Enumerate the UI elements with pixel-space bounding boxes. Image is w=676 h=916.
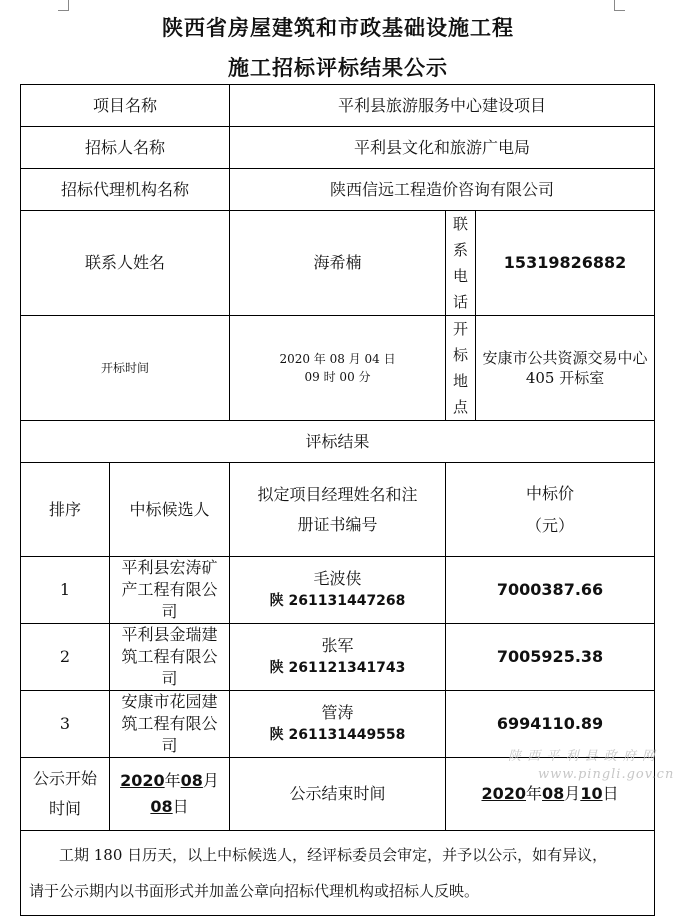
publicity-start-label [21, 758, 110, 831]
start-year: 2020 [120, 771, 165, 790]
rank-cell: 2 [21, 624, 110, 691]
footer-note-line2: 请于公示期内以书面形式并加盖公章向招标代理机构或招标人反映。 [29, 882, 480, 900]
manager-cell [230, 691, 446, 758]
manager-name: 毛波侠 [313, 569, 362, 588]
row-open-time [21, 316, 655, 421]
rank-cell: 1 [21, 557, 110, 624]
header-manager-line2: 册证书编号 [297, 514, 378, 534]
phone-value: 15319826882 [476, 211, 655, 316]
manager-name: 管涛 [321, 703, 354, 722]
open-time-label: 开标时间 [21, 316, 230, 421]
site-watermark [508, 748, 674, 784]
phone-label: 联系电话 [446, 211, 476, 316]
row-agency [21, 169, 655, 211]
tenderer-value: 平利县文化和旅游广电局 [230, 127, 655, 169]
end-day-unit: 日 [602, 784, 619, 803]
row-tenderer [21, 127, 655, 169]
contact-value: 海希楠 [230, 211, 446, 316]
crop-mark-left [58, 0, 69, 11]
open-place-label: 开标地点 [446, 316, 476, 421]
end-year-unit: 年 [526, 784, 543, 803]
document-title-line2: 施工招标评标结果公示 [228, 55, 448, 80]
end-day: 10 [580, 784, 603, 803]
open-time-date: 2020 年 08 月 04 日 [279, 352, 396, 366]
candidate-cell: 安康市花园建筑工程有限公司 [110, 691, 230, 758]
header-candidate: 中标候选人 [110, 463, 230, 557]
open-time-hour: 09 时 00 分 [304, 370, 371, 384]
results-section-title: 评标结果 [21, 421, 655, 463]
footer-note [21, 831, 655, 916]
header-manager [230, 463, 446, 557]
end-year: 2020 [481, 784, 527, 803]
candidate-cell: 平利县金瑞建筑工程有限公司 [110, 624, 230, 691]
start-day: 08 [150, 797, 173, 816]
open-time-value [230, 316, 446, 421]
row-contact [21, 211, 655, 316]
watermark-line1: 陕 西 平 利 县 政 府 网 [508, 749, 656, 764]
agency-label: 招标代理机构名称 [21, 169, 230, 211]
publicity-start-label-line1: 公示开始 [32, 769, 97, 788]
row-results-title [21, 421, 655, 463]
publicity-start-label-line2: 时间 [48, 799, 81, 818]
row-footer-note [21, 831, 655, 916]
price-cell: 7000387.66 [446, 557, 655, 624]
manager-cell [230, 557, 446, 624]
manager-cert: 陕 261121341743 [269, 660, 406, 676]
publicity-end-label: 公示结束时间 [230, 758, 446, 831]
manager-cert: 陕 261131449558 [269, 727, 406, 743]
start-month: 08 [180, 771, 203, 790]
row-project-name [21, 85, 655, 127]
start-year-unit: 年 [164, 771, 181, 790]
header-manager-line1: 拟定项目经理姓名和注 [257, 484, 418, 504]
project-name-label: 项目名称 [21, 85, 230, 127]
header-price-line1: 中标价 [526, 483, 575, 503]
end-month: 08 [542, 784, 565, 803]
price-cell: 7005925.38 [446, 624, 655, 691]
table-row [21, 624, 655, 691]
publicity-start-date [110, 758, 230, 831]
agency-value: 陕西信远工程造价咨询有限公司 [230, 169, 655, 211]
document-title-line1: 陕西省房屋建筑和市政基础设施工程 [162, 15, 514, 40]
bid-result-table [20, 84, 655, 916]
footer-note-line1: 工期 180 日历天，以上中标候选人，经评标委员会审定，并予以公示，如有异议， [59, 846, 608, 864]
project-name-value: 平利县旅游服务中心建设项目 [230, 85, 655, 127]
tenderer-label: 招标人名称 [21, 127, 230, 169]
contact-label: 联系人姓名 [21, 211, 230, 316]
table-row [21, 557, 655, 624]
manager-cell [230, 624, 446, 691]
end-month-unit: 月 [564, 784, 581, 803]
price-cell: 6994110.89 [446, 691, 655, 758]
header-price-line2: （元） [526, 515, 575, 535]
header-rank: 排序 [21, 463, 110, 557]
manager-name: 张军 [321, 636, 354, 655]
crop-mark-right [614, 0, 625, 11]
candidate-cell: 平利县宏涛矿产工程有限公司 [110, 557, 230, 624]
header-price [446, 463, 655, 557]
row-results-header [21, 463, 655, 557]
rank-cell: 3 [21, 691, 110, 758]
manager-cert: 陕 261131447268 [269, 593, 406, 609]
open-place-value: 安康市公共资源交易中心 405 开标室 [476, 316, 655, 421]
start-day-unit: 日 [172, 797, 189, 816]
start-month-unit: 月 [202, 771, 219, 790]
watermark-line2: www.pingli.gov.cn [538, 767, 675, 782]
